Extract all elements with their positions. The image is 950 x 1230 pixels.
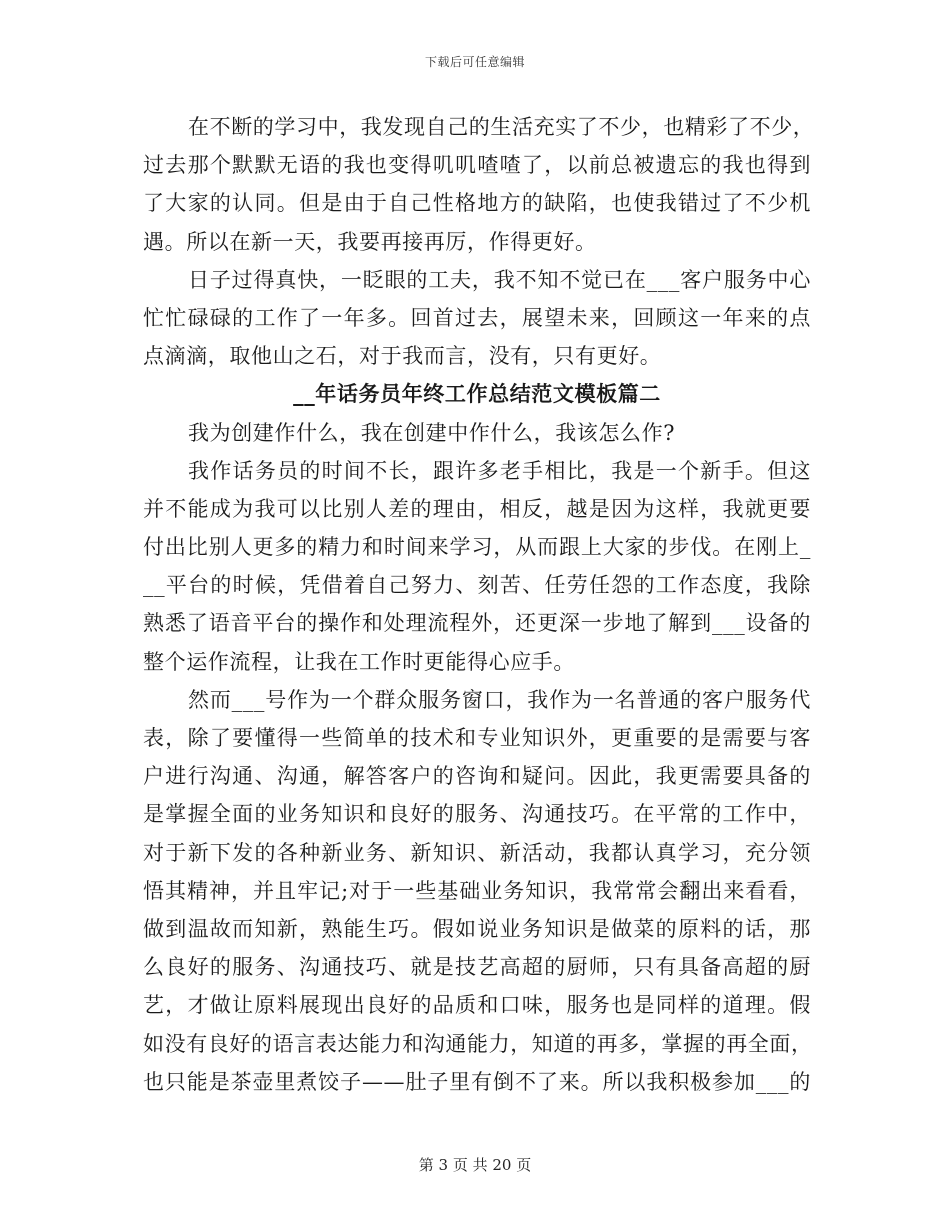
paragraph-line: 户进行沟通、沟通，解答客户的咨询和疑问。因此，我更需要具备的 (143, 764, 811, 789)
paragraph-line: 也只能是茶壶里煮饺子——肚子里有倒不了来。所以我积极参加___的 (143, 1069, 811, 1094)
paragraph-line: __平台的时候，凭借着自己努力、刻苦、任劳任怨的工作态度，我除 (143, 573, 811, 598)
document-body (143, 108, 815, 1101)
section-title: __年话务员年终工作总结范文模板篇二 (293, 381, 661, 407)
paragraph-line: 在不断的学习中，我发现自己的生活充实了不少，也精彩了不少， (188, 115, 815, 139)
paragraph-line: 悟其精神，并且牢记;对于一些基础业务知识，我常常会翻出来看看， (143, 878, 811, 903)
paragraph-line: 我作话务员的时间不长，跟许多老手相比，我是一个新手。但这 (188, 458, 811, 483)
paragraph-line: 对于新下发的各种新业务、新知识、新活动，我都认真学习，充分领 (143, 840, 811, 865)
paragraph-line: 然而___号作为一个群众服务窗口，我作为一名普通的客户服务代 (188, 687, 811, 712)
paragraph-line: 么良好的服务、沟通技巧、就是技艺高超的厨师，只有具备高超的厨 (143, 955, 811, 980)
page-footer: 第 3 页 共 20 页 (418, 1156, 532, 1174)
paragraph-line: 熟悉了语音平台的操作和处理流程外，还更深一步地了解到___设备的 (143, 611, 811, 636)
paragraph-line: 我为创建作什么，我在创建中作什么，我该怎么作? (188, 420, 676, 445)
paragraph-line: 做到温故而知新，熟能生巧。假如说业务知识是做菜的原料的话，那 (143, 916, 811, 941)
paragraph-line: 遇。所以在新一天，我要再接再厉，作得更好。 (143, 229, 597, 254)
paragraph-line: 整个运作流程，让我在工作时更能得心应手。 (143, 649, 575, 674)
paragraph-line: 忙忙碌碌的工作了一年多。回首过去，展望未来，回顾这一年来的点 (143, 305, 811, 330)
paragraph-line: 日子过得真快，一眨眼的工夫，我不知不觉已在___客户服务中心 (188, 267, 811, 292)
paragraph-line: 艺，才做让原料展现出良好的品质和口味，服务也是同样的道理。假 (143, 993, 811, 1018)
paragraph-line: 表，除了要懂得一些简单的技术和专业知识外，更重要的是需要与客 (143, 726, 811, 750)
paragraph-line: 付出比别人更多的精力和时间来学习，从而跟上大家的步伐。在刚上_ (143, 535, 811, 560)
paragraph-line: 了大家的认同。但是由于自己性格地方的缺陷，也使我错过了不少机 (143, 191, 811, 216)
paragraph-line: 如没有良好的语言表达能力和沟通能力，知道的再多，掌握的再全面， (143, 1031, 813, 1056)
paragraph-line: 点滴滴，取他山之石，对于我而言，没有，只有更好。 (143, 344, 662, 369)
paragraph-line: 并不能成为我可以比别人差的理由，相反，越是因为这样，我就更要 (143, 496, 811, 521)
paragraph-line: 是掌握全面的业务知识和良好的服务、沟通技巧。在平常的工作中， (143, 802, 811, 827)
page-header: 下载后可任意编辑 (424, 55, 525, 69)
paragraph-line: 过去那个默默无语的我也变得叽叽喳喳了，以前总被遗忘的我也得到 (143, 153, 811, 178)
